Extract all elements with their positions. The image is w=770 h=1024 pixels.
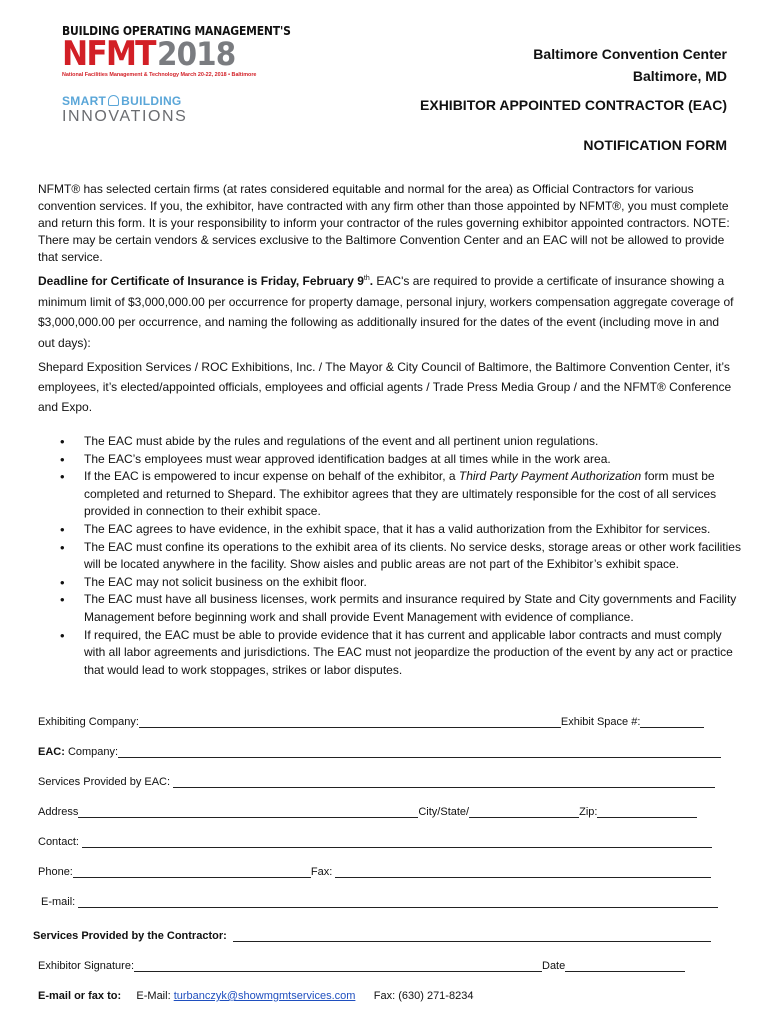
eac-label: EAC: xyxy=(38,746,65,758)
rule-item: • If the EAC is empowered to incur expense on behalf of the exhibitor, a Third Party Payment Authorization form must be completed and returned to Shepard. The exhibitor agrees that they are ultimately responsible for the cost of all services provided in connection to their exhibit space. xyxy=(38,468,743,521)
deadline-sup: th xyxy=(363,275,370,282)
additionally-insured-paragraph: Shepard Exposition Services / ROC Exhibitions, Inc. / The Mayor & City Council of Baltimore, the Baltimore Convention Center, it’s employees, it’s elected/appointed officials, employees and official agents / Trade Press Media Group / and the NFMT® Conference and Expo. xyxy=(38,360,732,414)
contact-fax-number: Fax: (630) 271-8234 xyxy=(373,990,474,1002)
insurance-requirements: EAC's are required to provide a certificate of insurance showing a minimum limit of $3,000,000.00 per occurrence for property damage, personal injury, workers compensation aggregate coverage of $3,000,000.00 per occurrence, and naming the following as additionally insured for the dates of the event (including move in and out days): xyxy=(38,274,734,350)
rules-list xyxy=(38,433,743,679)
contact-email-link[interactable]: turbanczyk@showmgmtservices.com xyxy=(173,990,356,1002)
services-contractor-field[interactable] xyxy=(233,930,711,942)
email-row xyxy=(41,896,718,908)
email-label: E-mail: xyxy=(41,896,76,908)
signature-field[interactable] xyxy=(134,960,542,972)
rule-item: • The EAC must confine its operations to the exhibit area of its clients. No service desks, storage areas or other work facilities will be located anywhere in the facility. Show aisles and public areas are not part of the Exhibitor’s exhibit space. xyxy=(38,539,743,574)
logo-year: 2018 xyxy=(156,35,235,73)
send-to-row xyxy=(38,990,473,1002)
date-label: Date xyxy=(542,960,566,972)
page-subtitle: NOTIFICATION FORM xyxy=(583,137,727,153)
deadline-text: Deadline for Certificate of Insurance is Friday, February 9 xyxy=(38,274,364,288)
logo-top-line: BUILDING OPERATING MANAGEMENT'S xyxy=(62,24,291,38)
venue-name: Baltimore Convention Center xyxy=(533,46,727,62)
smart-building-logo xyxy=(62,94,182,108)
contact-label: Contact: xyxy=(38,836,79,848)
phone-label: Phone: xyxy=(38,866,73,878)
logo-tagline: National Facilities Management & Technology March 20-22, 2018 • Baltimore xyxy=(62,72,257,78)
address-row xyxy=(38,806,697,818)
eac-company-row xyxy=(38,746,721,758)
company-field[interactable] xyxy=(118,746,721,758)
city-state-field[interactable] xyxy=(469,806,579,818)
fax-field[interactable] xyxy=(335,866,711,878)
exhibit-space-field[interactable] xyxy=(640,716,704,728)
page-title: EXHIBITOR APPOINTED CONTRACTOR (EAC) xyxy=(420,97,727,113)
services-eac-label: Services Provided by EAC: xyxy=(38,776,171,788)
exhibit-space-label: Exhibit Space #: xyxy=(560,716,641,728)
zip-label: Zip: xyxy=(579,806,598,818)
lightbulb-icon xyxy=(108,95,119,106)
contact-row xyxy=(38,836,712,848)
exhibiting-company-field[interactable] xyxy=(139,716,561,728)
logo-building-text: BUILDING xyxy=(121,94,182,108)
nfmt-logo xyxy=(62,24,291,125)
email-prefix: E-Mail: xyxy=(136,990,171,1002)
company-label: Company: xyxy=(67,746,119,758)
phone-field[interactable] xyxy=(73,866,311,878)
rule-item: • The EAC may not solicit business on the exhibit floor. xyxy=(38,574,743,592)
rule-item: • The EAC must abide by the rules and regulations of the event and all pertinent union regulations. xyxy=(38,433,743,451)
phone-fax-row xyxy=(38,866,711,878)
signature-row xyxy=(38,960,685,972)
fax-label: Fax: xyxy=(310,866,333,878)
logo-smart-text: SMART xyxy=(62,94,107,108)
rule-item: • The EAC’s employees must wear approved identification badges at all times while in the work area. xyxy=(38,451,743,469)
rule-item: • The EAC agrees to have evidence, in the exhibit space, that it has a valid authorization from the Exhibitor for services. xyxy=(38,521,743,539)
address-label: Address xyxy=(38,806,79,818)
city-state-label: City/State/ xyxy=(418,806,470,818)
services-contractor-row xyxy=(33,930,711,942)
rule-item: • If required, the EAC must be able to provide evidence that it has current and applicable labor contracts and must comply with all labor agreements and jurisdictions. The EAC must not jeopardize the production of the event by any act or practice that would lead to work stoppages, strikes or labor disputes. xyxy=(38,627,743,680)
zip-field[interactable] xyxy=(597,806,697,818)
rule-item: • The EAC must have all business licenses, work permits and insurance required by State and City governments and Facility Management before beginning work and shall provide Event Management with evidence of compliance. xyxy=(38,591,743,626)
send-to-label: E-mail or fax to: xyxy=(38,990,122,1002)
signature-label: Exhibitor Signature: xyxy=(38,960,134,972)
services-eac-row xyxy=(38,776,715,788)
services-eac-field[interactable] xyxy=(173,776,715,788)
contact-field[interactable] xyxy=(82,836,712,848)
exhibiting-company-row xyxy=(38,716,704,728)
intro-paragraph: NFMT® has selected certain firms (at rates considered equitable and normal for the area) as Official Contractors for various convention services. If you, the exhibitor, have contracted with any firm other than those appointed by NFMT®, you must complete and return this form. It is your responsibility to inform your contractor of the rules governing exhibitor appointed contractors. NOTE: There may be certain vendors & services exclusive to the Baltimore Convention Center and an EAC will not be allowed to provide that service. xyxy=(38,182,730,264)
insurance-paragraph xyxy=(38,269,738,353)
logo-innovations-text: INNOVATIONS xyxy=(62,108,188,125)
email-field[interactable] xyxy=(78,896,718,908)
services-contractor-label: Services Provided by the Contractor: xyxy=(33,930,227,942)
address-field[interactable] xyxy=(78,806,418,818)
date-field[interactable] xyxy=(565,960,685,972)
deadline-period: . xyxy=(369,274,374,288)
logo-brand: NFMT xyxy=(62,34,155,74)
venue-block xyxy=(533,43,727,87)
venue-city: Baltimore, MD xyxy=(632,68,727,84)
exhibiting-company-label: Exhibiting Company: xyxy=(38,716,139,728)
